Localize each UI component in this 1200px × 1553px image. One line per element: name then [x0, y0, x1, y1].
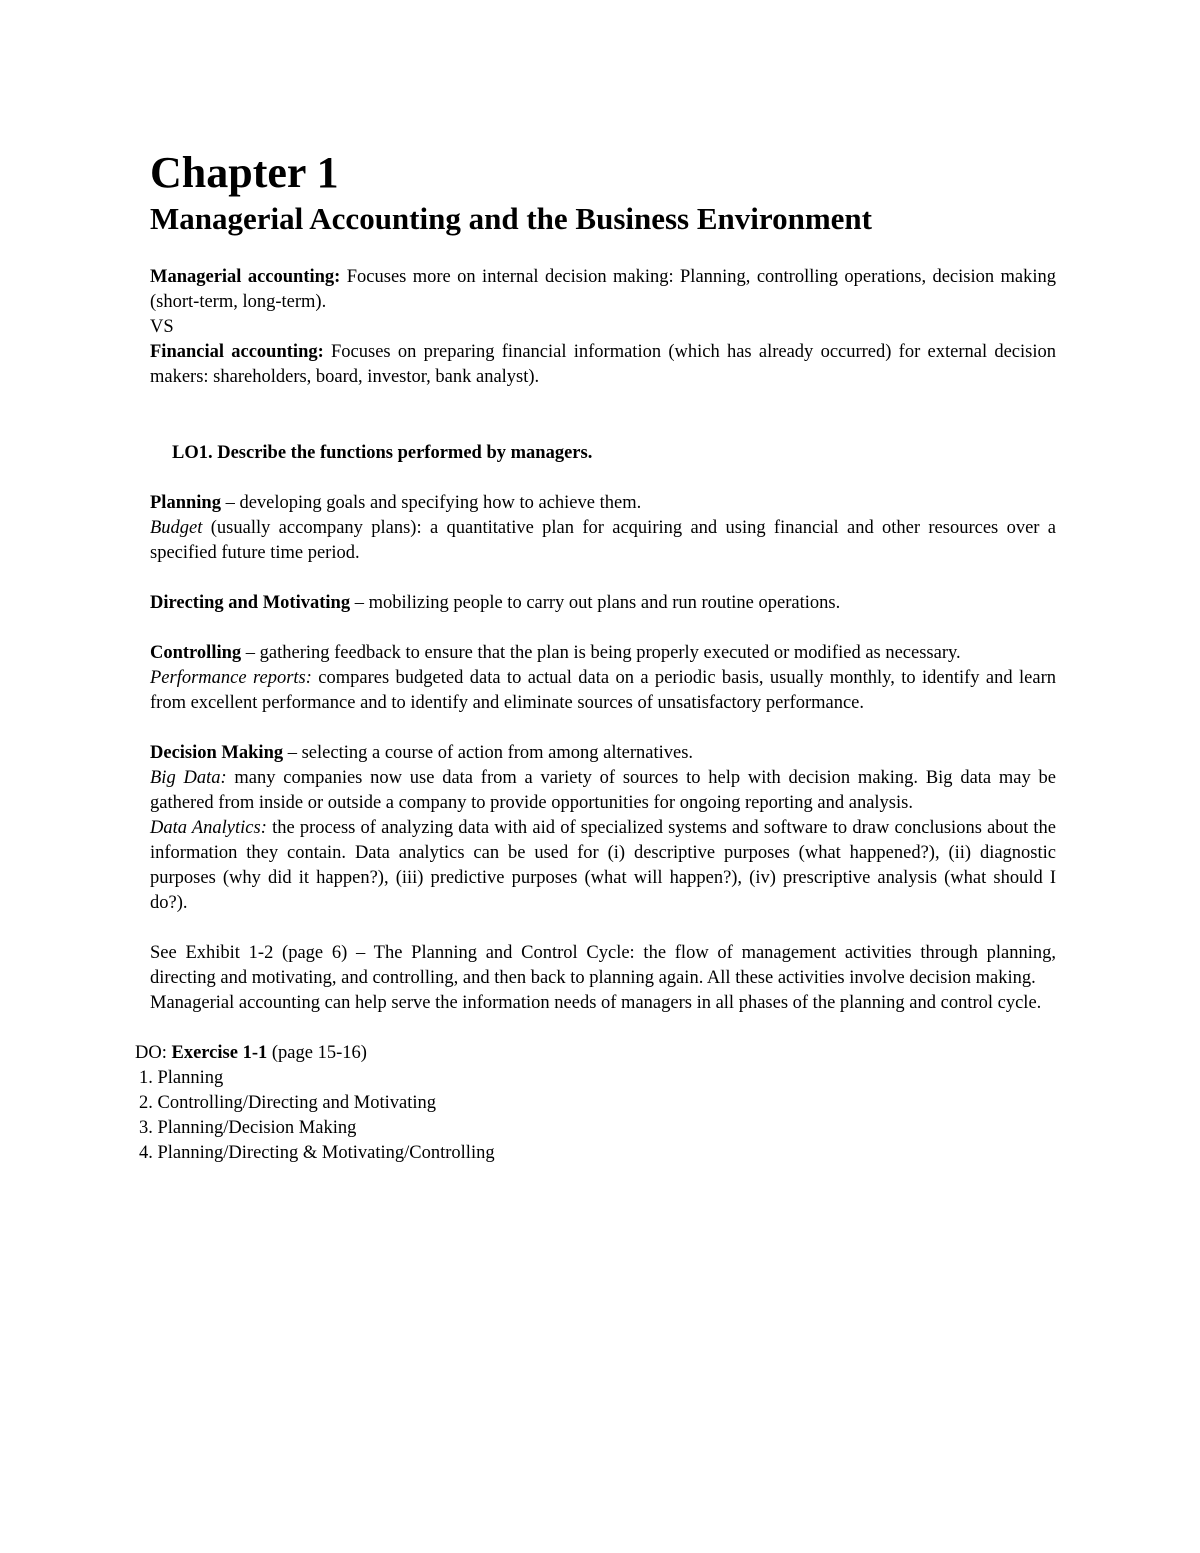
big-data-term: Big Data: — [150, 768, 227, 788]
directing-text: – mobilizing people to carry out plans and run routine operations. — [350, 593, 841, 613]
big-data-definition — [150, 766, 1056, 816]
controlling-definition — [150, 641, 1056, 666]
exercise-title: Exercise 1-1 — [171, 1043, 268, 1063]
planning-text: – developing goals and specifying how to achieve them. — [220, 493, 642, 513]
decision-making-text: – selecting a course of action from among alternatives. — [283, 743, 694, 763]
directing-term: Directing and Motivating — [150, 593, 351, 613]
big-data-text: many companies now use data from a variety of sources to help with decision making. Big data may be gathered from inside or outside a company to provide opportunities for ongoing reporting and analysis. — [150, 768, 1056, 813]
budget-definition — [150, 516, 1056, 566]
exercise-answer-list — [139, 1066, 1056, 1166]
planning-term: Planning — [150, 493, 221, 513]
budget-term: Budget — [150, 518, 203, 538]
decision-making-term: Decision Making — [150, 743, 284, 763]
exercise-block — [135, 1041, 1056, 1166]
lo1-heading: LO1. Describe the functions performed by managers. — [172, 443, 593, 463]
exercise-answer: 2. Controlling/Directing and Motivating — [139, 1093, 436, 1113]
document-content — [135, 148, 1057, 1166]
performance-reports-term: Performance reports: — [150, 668, 312, 688]
performance-reports-text: compares budgeted data to actual data on a periodic basis, usually monthly, to identify and learn from excellent performance and to identify and eliminate sources of unsatisfactory performance. — [150, 668, 1056, 713]
chapter-title: Managerial Accounting and the Business Environment — [150, 201, 872, 236]
exercise-answer: 3. Planning/Decision Making — [139, 1118, 357, 1138]
chapter-heading: Chapter 1 — [150, 148, 339, 197]
exhibit-reference: See Exhibit 1-2 (page 6) – The Planning and Control Cycle: the flow of management activities through planning, directing and motivating, and controlling, and then back to planning again. All these activities involve decision making. — [150, 943, 1056, 988]
managerial-accounting-definition — [150, 265, 1056, 315]
decision-making-definition — [150, 741, 1056, 766]
budget-text: (usually accompany plans): a quantitative plan for acquiring and using financial and other resources over a specified future time period. — [150, 518, 1056, 563]
controlling-term: Controlling — [150, 643, 242, 663]
managerial-accounting-summary: Managerial accounting can help serve the information needs of managers in all phases of the planning and control cycle. — [150, 993, 1042, 1013]
data-analytics-text: the process of analyzing data with aid of specialized systems and software to draw conclusions about the information they contain. Data analytics can be used for (i) descriptive purposes (what happened?), (ii) diagnostic purposes (why did it happen?), (iii) predictive purposes (what will happen?), (iv) prescriptive analysis (what should I do?). — [150, 818, 1056, 913]
planning-definition — [150, 491, 1056, 516]
financial-accounting-term: Financial accounting: — [150, 342, 324, 362]
financial-accounting-definition — [150, 340, 1056, 390]
data-analytics-definition — [150, 816, 1056, 916]
data-analytics-term: Data Analytics: — [150, 818, 267, 838]
managerial-accounting-text: Focuses more on internal decision making: Planning, controlling operations, decision making (short-term, long-term). — [150, 267, 1057, 312]
managerial-accounting-term: Managerial accounting: — [150, 267, 341, 287]
exercise-answer: 1. Planning — [139, 1068, 224, 1088]
exercise-heading — [135, 1041, 1056, 1066]
vs-label: VS — [150, 317, 174, 337]
directing-definition — [150, 591, 1056, 616]
performance-reports-definition — [150, 666, 1056, 716]
exercise-answer: 4. Planning/Directing & Motivating/Controlling — [139, 1143, 495, 1163]
financial-accounting-text: Focuses on preparing financial information (which has already occurred) for external decision makers: shareholders, board, investor, bank analyst). — [150, 342, 1056, 387]
exercise-pages: (page 15-16) — [267, 1043, 367, 1063]
exercise-prefix: DO: — [135, 1043, 172, 1063]
controlling-text: – gathering feedback to ensure that the plan is being properly executed or modified as necessary. — [241, 643, 961, 663]
